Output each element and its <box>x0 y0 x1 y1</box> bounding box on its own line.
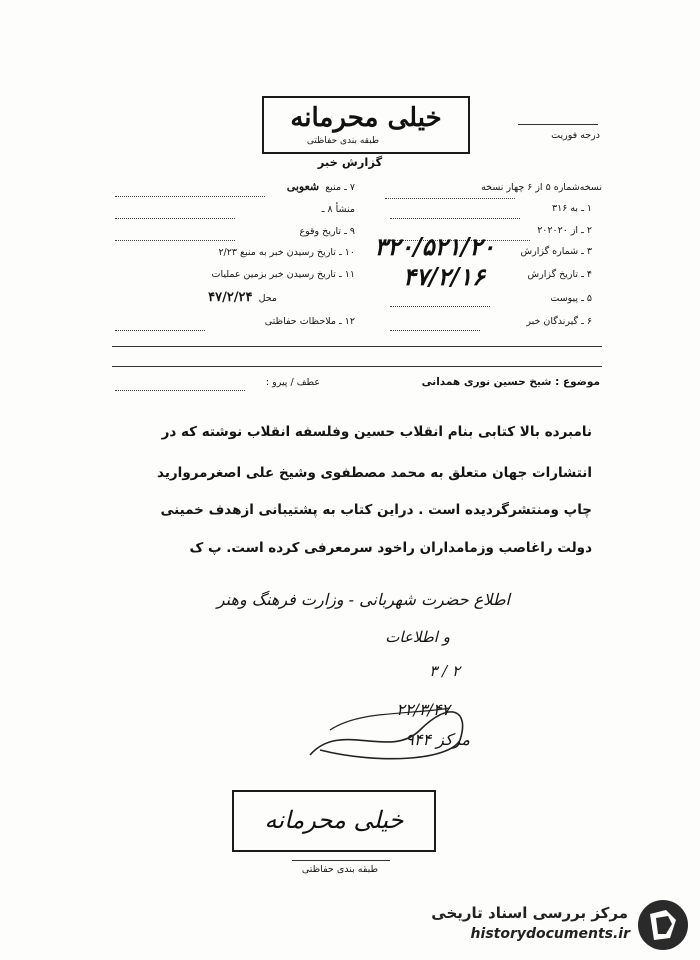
priority-rule <box>518 124 598 125</box>
reference-label: عطف / پیرو : <box>265 377 320 388</box>
place-label: محل <box>258 293 277 304</box>
source-dots <box>115 196 265 197</box>
attachment-field: ۵ ـ پیوست <box>550 293 592 304</box>
remarks-dots <box>115 330 205 331</box>
watermark-logo-icon <box>636 898 690 952</box>
bottom-stamp-rule <box>292 860 390 861</box>
signature-office: مرکز ۹۴۴ <box>405 730 470 749</box>
handwritten-note-3: ۳ / ۲ <box>429 662 460 680</box>
body-line-2: انتشارات جهان متعلق به محمد مصطفوی وشیخ علی اصغرمروارید <box>157 465 592 481</box>
priority-label: درجه فوریت <box>551 130 600 141</box>
bottom-stamp-text: خیلی محرمانه <box>264 806 404 834</box>
watermark <box>410 896 692 954</box>
handwritten-report-date: ۴۷/۲/۱۶ <box>403 262 485 291</box>
handwritten-note-1: اطلاع حضرت شهربانی - وزارت فرهنگ وهنر <box>216 590 510 609</box>
top-classification-label: طبقه بندی حفاظتی <box>306 136 380 146</box>
source-field <box>115 180 355 193</box>
origin-dots <box>115 218 235 219</box>
event-date-field: ۹ ـ تاریخ وقوع <box>299 226 355 237</box>
ops-date-field: ۱۱ ـ تاریخ رسیدن خبر بزمین عملیات <box>211 269 355 280</box>
body-line-1: نامبرده بالا کتابی بنام انقلاب حسین وفلسفه انقلاب نوشته که در <box>161 424 592 440</box>
header-separator-1 <box>112 346 602 347</box>
reference-dots <box>115 390 245 391</box>
body-line-3: چاپ ومنتشرگردیده است . دراین کتاب به پشتیبانی ازهدف خمینی <box>160 502 592 518</box>
copy-dots <box>385 198 515 199</box>
report-number-field: ۳ ـ شماره گزارش <box>520 246 592 257</box>
watermark-org: مرکز بررسی اسناد تاریخی <box>431 904 628 922</box>
attachment-dots <box>390 306 490 307</box>
body-line-4: دولت راغاصب وزمامداران راخود سرمعرفی کرده است. پ ک <box>189 540 592 556</box>
source-label: ۷ ـ منبع <box>325 182 355 193</box>
signature-scribble <box>300 700 480 770</box>
watermark-site: historydocuments.ir <box>470 926 630 942</box>
signature-date: ۲۲/۳/۴۷ <box>396 700 450 719</box>
handwritten-note-2: و اطلاعات <box>385 628 450 646</box>
remarks-field: ۱۲ ـ ملاحظات حفاظتی <box>264 316 355 327</box>
place-field <box>165 290 277 305</box>
origin-field: منشأ ۸ ـ <box>321 204 355 215</box>
receive-date-field: ۱۰ ـ تاریخ رسیدن خبر به منبع ۲/۲۳ <box>218 247 355 258</box>
copy-number-field: نسخه‌شماره ۵ از ۶ چهار نسخه <box>481 182 602 193</box>
to-dots <box>390 218 520 219</box>
from-field: ۲ ـ از ۲۰۲۰۲۰ <box>537 225 592 236</box>
subject-line: موضوع : شیخ حسین نوری همدانی <box>421 376 600 388</box>
to-field: ۱ ـ به ۳۱۶ <box>551 203 592 214</box>
source-value: شعوبی <box>286 180 320 193</box>
recipients-dots <box>390 330 480 331</box>
report-title: گزارش خبر <box>317 155 383 169</box>
recipients-field: ۶ ـ گیرندگان خبر <box>526 316 592 327</box>
header-separator-2 <box>112 366 602 367</box>
report-date-field: ۴ ـ تاریخ گزارش <box>527 269 592 280</box>
bottom-classification-label: طبقه بندی حفاظتی <box>301 864 379 875</box>
event-date-dots <box>115 240 235 241</box>
place-value: ۴۷/۲/۲۴ <box>208 290 253 305</box>
top-stamp-text: خیلی محرمانه <box>290 103 442 133</box>
bottom-classification-stamp <box>232 790 436 852</box>
handwritten-report-number: ۳۲۰/۵۲۱/۲۰ <box>374 232 495 261</box>
